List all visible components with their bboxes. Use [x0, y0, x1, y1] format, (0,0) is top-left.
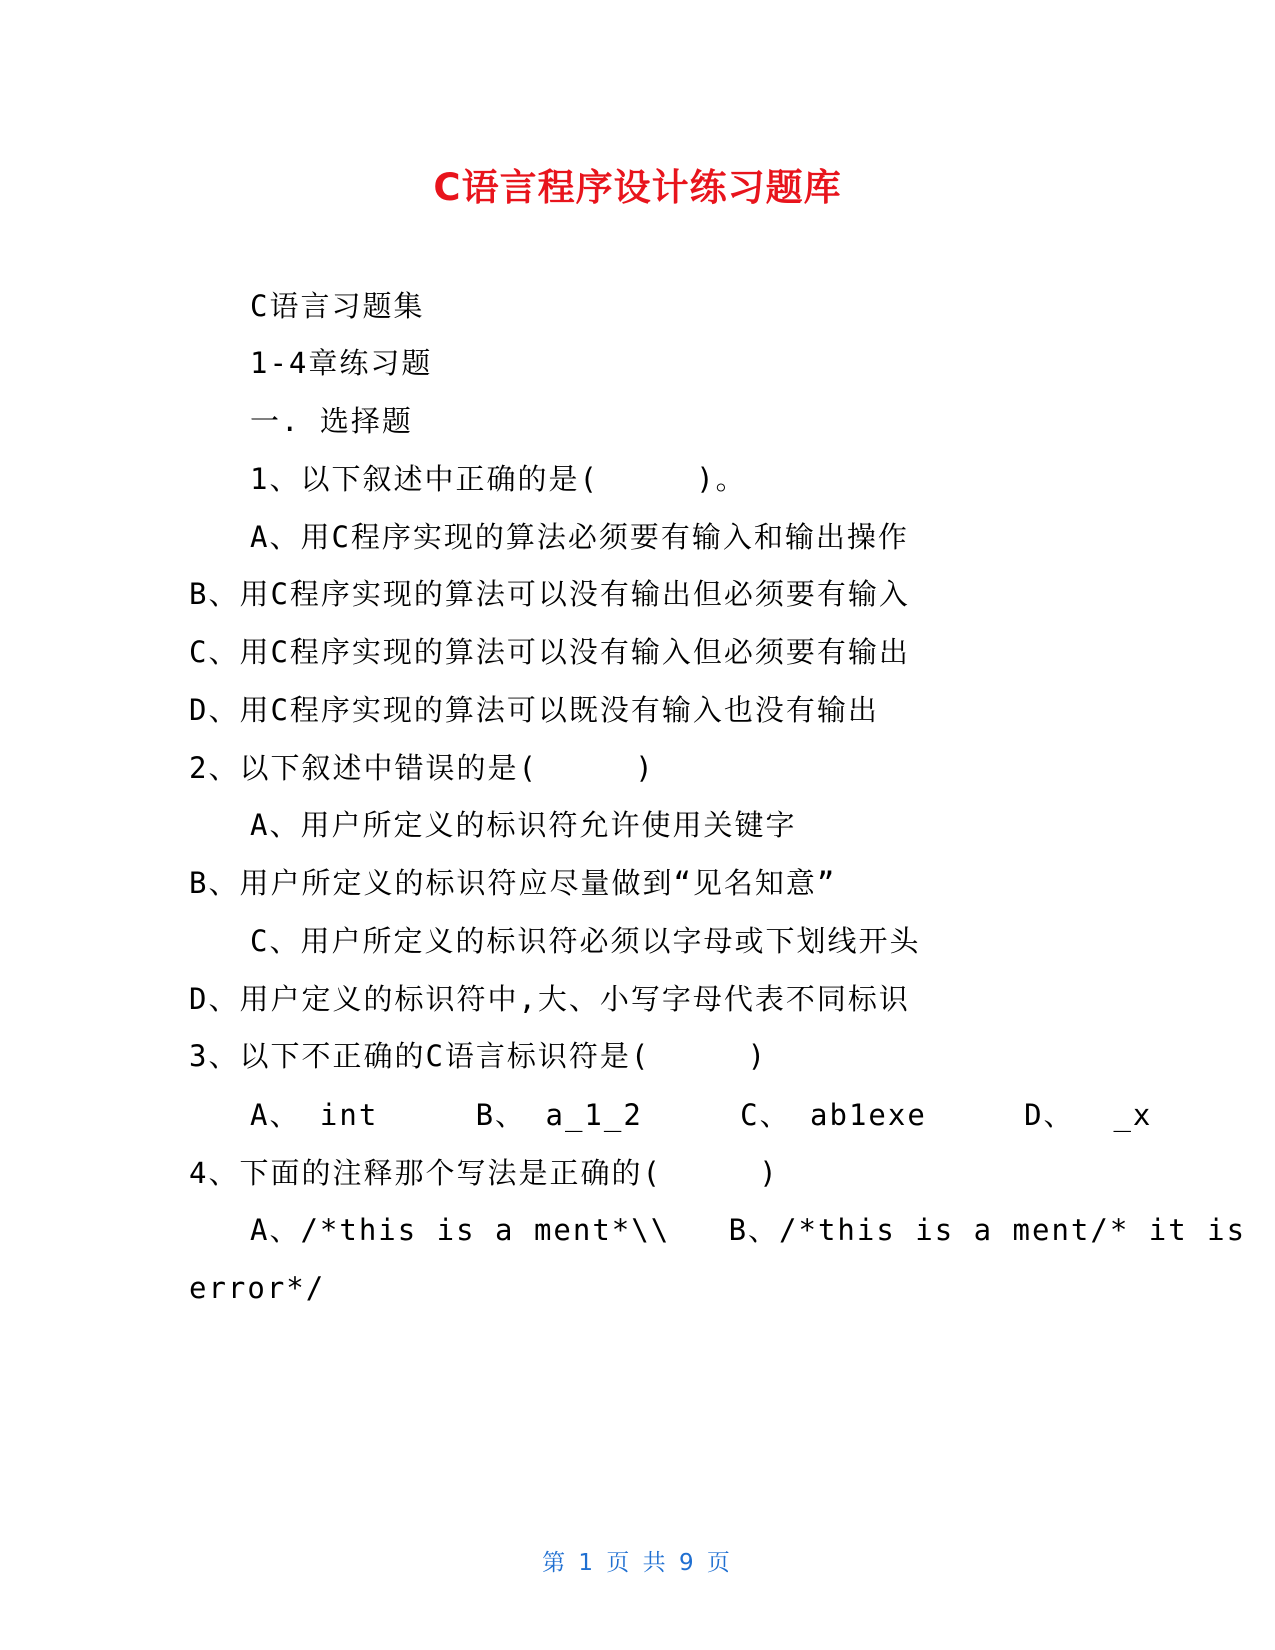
option-line: A、 int B、 a_1_2 C、 ab1exe D、 _x — [250, 1098, 1153, 1132]
option-line: A、用户所定义的标识符允许使用关键字 — [250, 808, 797, 842]
option-line: A、用C程序实现的算法必须要有输入和输出操作 — [250, 520, 909, 554]
option-line: D、用户定义的标识符中,大、小写字母代表不同标识 — [189, 982, 910, 1016]
option-line: C、用户所定义的标识符必须以字母或下划线开头 — [250, 924, 921, 958]
option-line: error*/ — [189, 1271, 326, 1305]
text-line: 1-4章练习题 — [250, 346, 433, 380]
option-line: C、用C程序实现的算法可以没有输入但必须要有输出 — [189, 635, 910, 669]
option-line: A、/*this is a ment*\\ B、/*this is a ment/* it is — [250, 1213, 1247, 1247]
page-title: C语言程序设计练习题库 — [433, 166, 842, 209]
text-line: C语言习题集 — [250, 289, 425, 323]
question-4: 4、下面的注释那个写法是正确的( ) — [189, 1156, 779, 1190]
section-heading: 一. 选择题 — [250, 404, 413, 438]
option-line: D、用C程序实现的算法可以既没有输入也没有输出 — [189, 693, 879, 727]
question-2: 2、以下叙述中错误的是( ) — [189, 751, 655, 785]
option-line: B、用户所定义的标识符应尽量做到“见名知意” — [189, 866, 837, 900]
page-footer: 第 1 页 共 9 页 — [542, 1550, 733, 1576]
question-3: 3、以下不正确的C语言标识符是( ) — [189, 1039, 768, 1073]
question-1: 1、以下叙述中正确的是( )。 — [250, 462, 747, 496]
option-line: B、用C程序实现的算法可以没有输出但必须要有输入 — [189, 577, 910, 611]
